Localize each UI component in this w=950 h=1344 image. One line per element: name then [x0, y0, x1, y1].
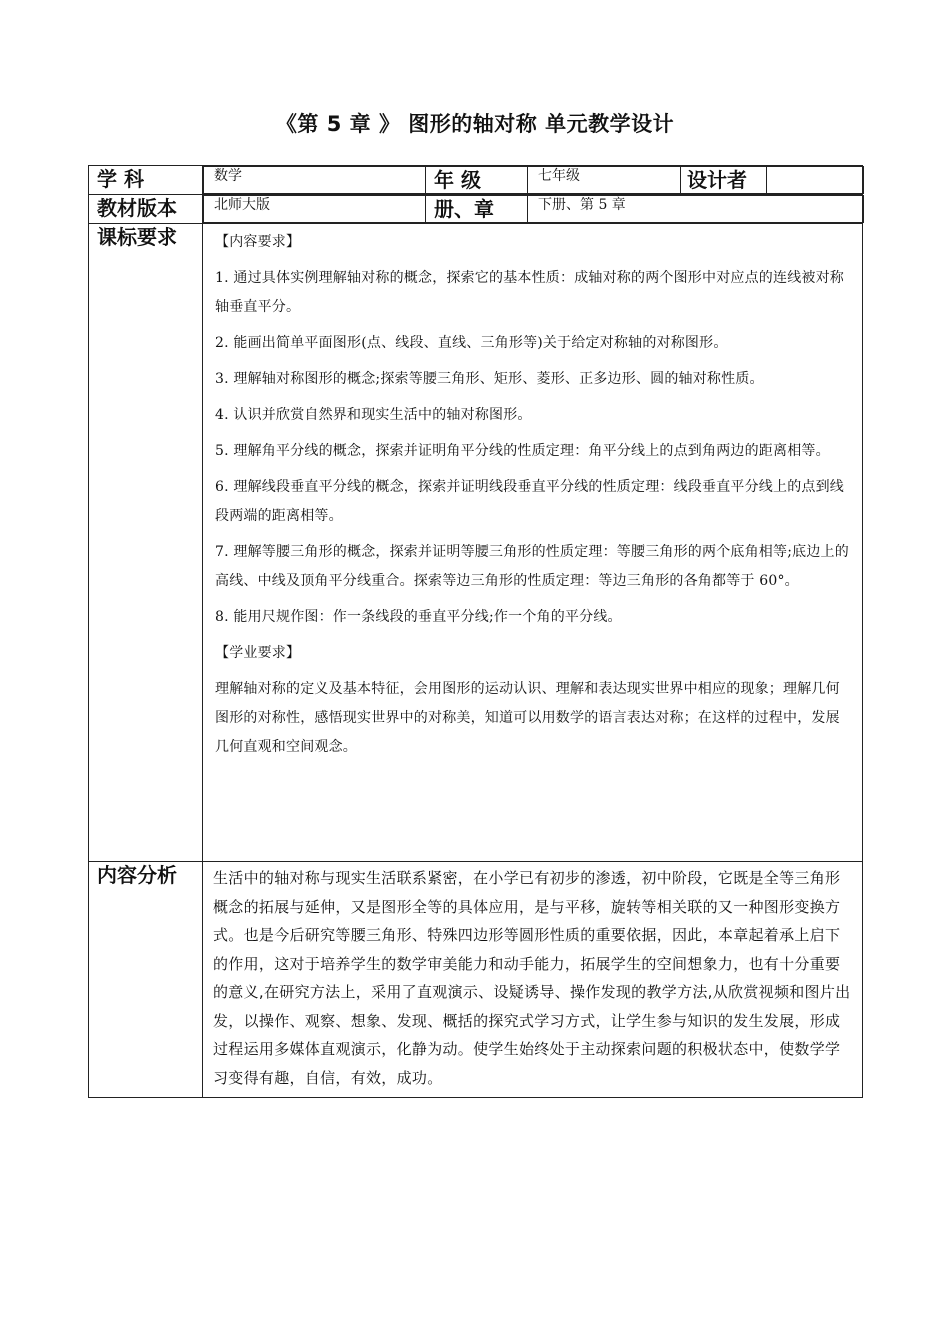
textbook-label: 教材版本 [89, 195, 203, 224]
content-heading: 【内容要求】 [215, 234, 301, 250]
requirement-item: 6. 理解线段垂直平分线的概念，探索并证明线段垂直平分线的性质定理：线段垂直平分线上的点到线段两端的距离相等。 [215, 479, 845, 524]
info-row-1 [203, 166, 864, 194]
curriculum-cell [203, 224, 863, 862]
textbook-value: 北师大版 [204, 196, 426, 223]
analysis-label: 内容分析 [89, 862, 203, 1098]
design-table [88, 165, 863, 1098]
info-row-2 [203, 195, 864, 223]
volume-value: 下册、第 5 章 [528, 196, 864, 223]
requirement-item: 2. 能画出简单平面图形(点、线段、直线、三角形等)关于给定对称轴的对称图形。 [215, 335, 728, 351]
designer-value [767, 167, 864, 194]
academic-heading: 【学业要求】 [215, 645, 301, 661]
subject-value: 数学 [204, 167, 426, 194]
requirement-item: 4. 认识并欣赏自然界和现实生活中的轴对称图形。 [215, 407, 532, 423]
requirement-item: 3. 理解轴对称图形的概念;探索等腰三角形、矩形、菱形、正多边形、圆的轴对称性质。 [215, 371, 764, 387]
requirement-item: 8. 能用尺规作图：作一条线段的垂直平分线;作一个角的平分线。 [215, 609, 622, 625]
academic-text: 理解轴对称的定义及基本特征，会用图形的运动认识、理解和表达现实世界中相应的现象；理解几何图形的对称性，感悟现实世界中的对称美，知道可以用数学的语言表达对称；在这样的过程中，发展几何直观和空间观念。 [215, 681, 840, 755]
page-title: 《第 5 章 》 图形的轴对称 单元教学设计 [275, 112, 675, 136]
curriculum-label: 课标要求 [89, 224, 203, 862]
analysis-text: 生活中的轴对称与现实生活联系紧密，在小学已有初步的渗透，初中阶段，它既是全等三角形概念的拓展与延伸，又是图形全等的具体应用，是与平移，旋转等相关联的又一种图形变换方式。也是今后研究等腰三角形、特殊四边形等圆形性质的重要依据，因此，本章起着承上启下的作用，这对于培养学生的数学审美能力和动手能力，拓展学生的空间想象力，也有十分重要的意义,在研究方法上，采用了直观演示、设疑诱导、操作发现的教学方法,从欣赏视频和图片出发，以操作、观察、想象、发现、概括的探究式学习方式，让学生参与知识的发生发展，形成过程运用多媒体直观演示，化静为动。使学生始终处于主动探索问题的积极状态中，使数学学习变得有趣，自信，有效，成功。 [203, 862, 863, 1098]
grade-label: 年 级 [426, 167, 528, 194]
requirement-item: 1. 通过具体实例理解轴对称的概念，探索它的基本性质：成轴对称的两个图形中对应点的连线被对称轴垂直平分。 [215, 270, 845, 315]
requirement-item: 7. 理解等腰三角形的概念，探索并证明等腰三角形的性质定理：等腰三角形的两个底角相等;底边上的高线、中线及顶角平分线重合。探索等边三角形的性质定理：等边三角形的各角都等于 60°。 [215, 544, 849, 589]
subject-label: 学 科 [89, 166, 203, 195]
volume-label: 册、章 [426, 196, 528, 223]
grade-value: 七年级 [528, 167, 681, 194]
requirement-item: 5. 理解角平分线的概念，探索并证明角平分线的性质定理：角平分线上的点到角两边的距离相等。 [215, 443, 830, 459]
designer-label: 设计者 [681, 167, 767, 194]
